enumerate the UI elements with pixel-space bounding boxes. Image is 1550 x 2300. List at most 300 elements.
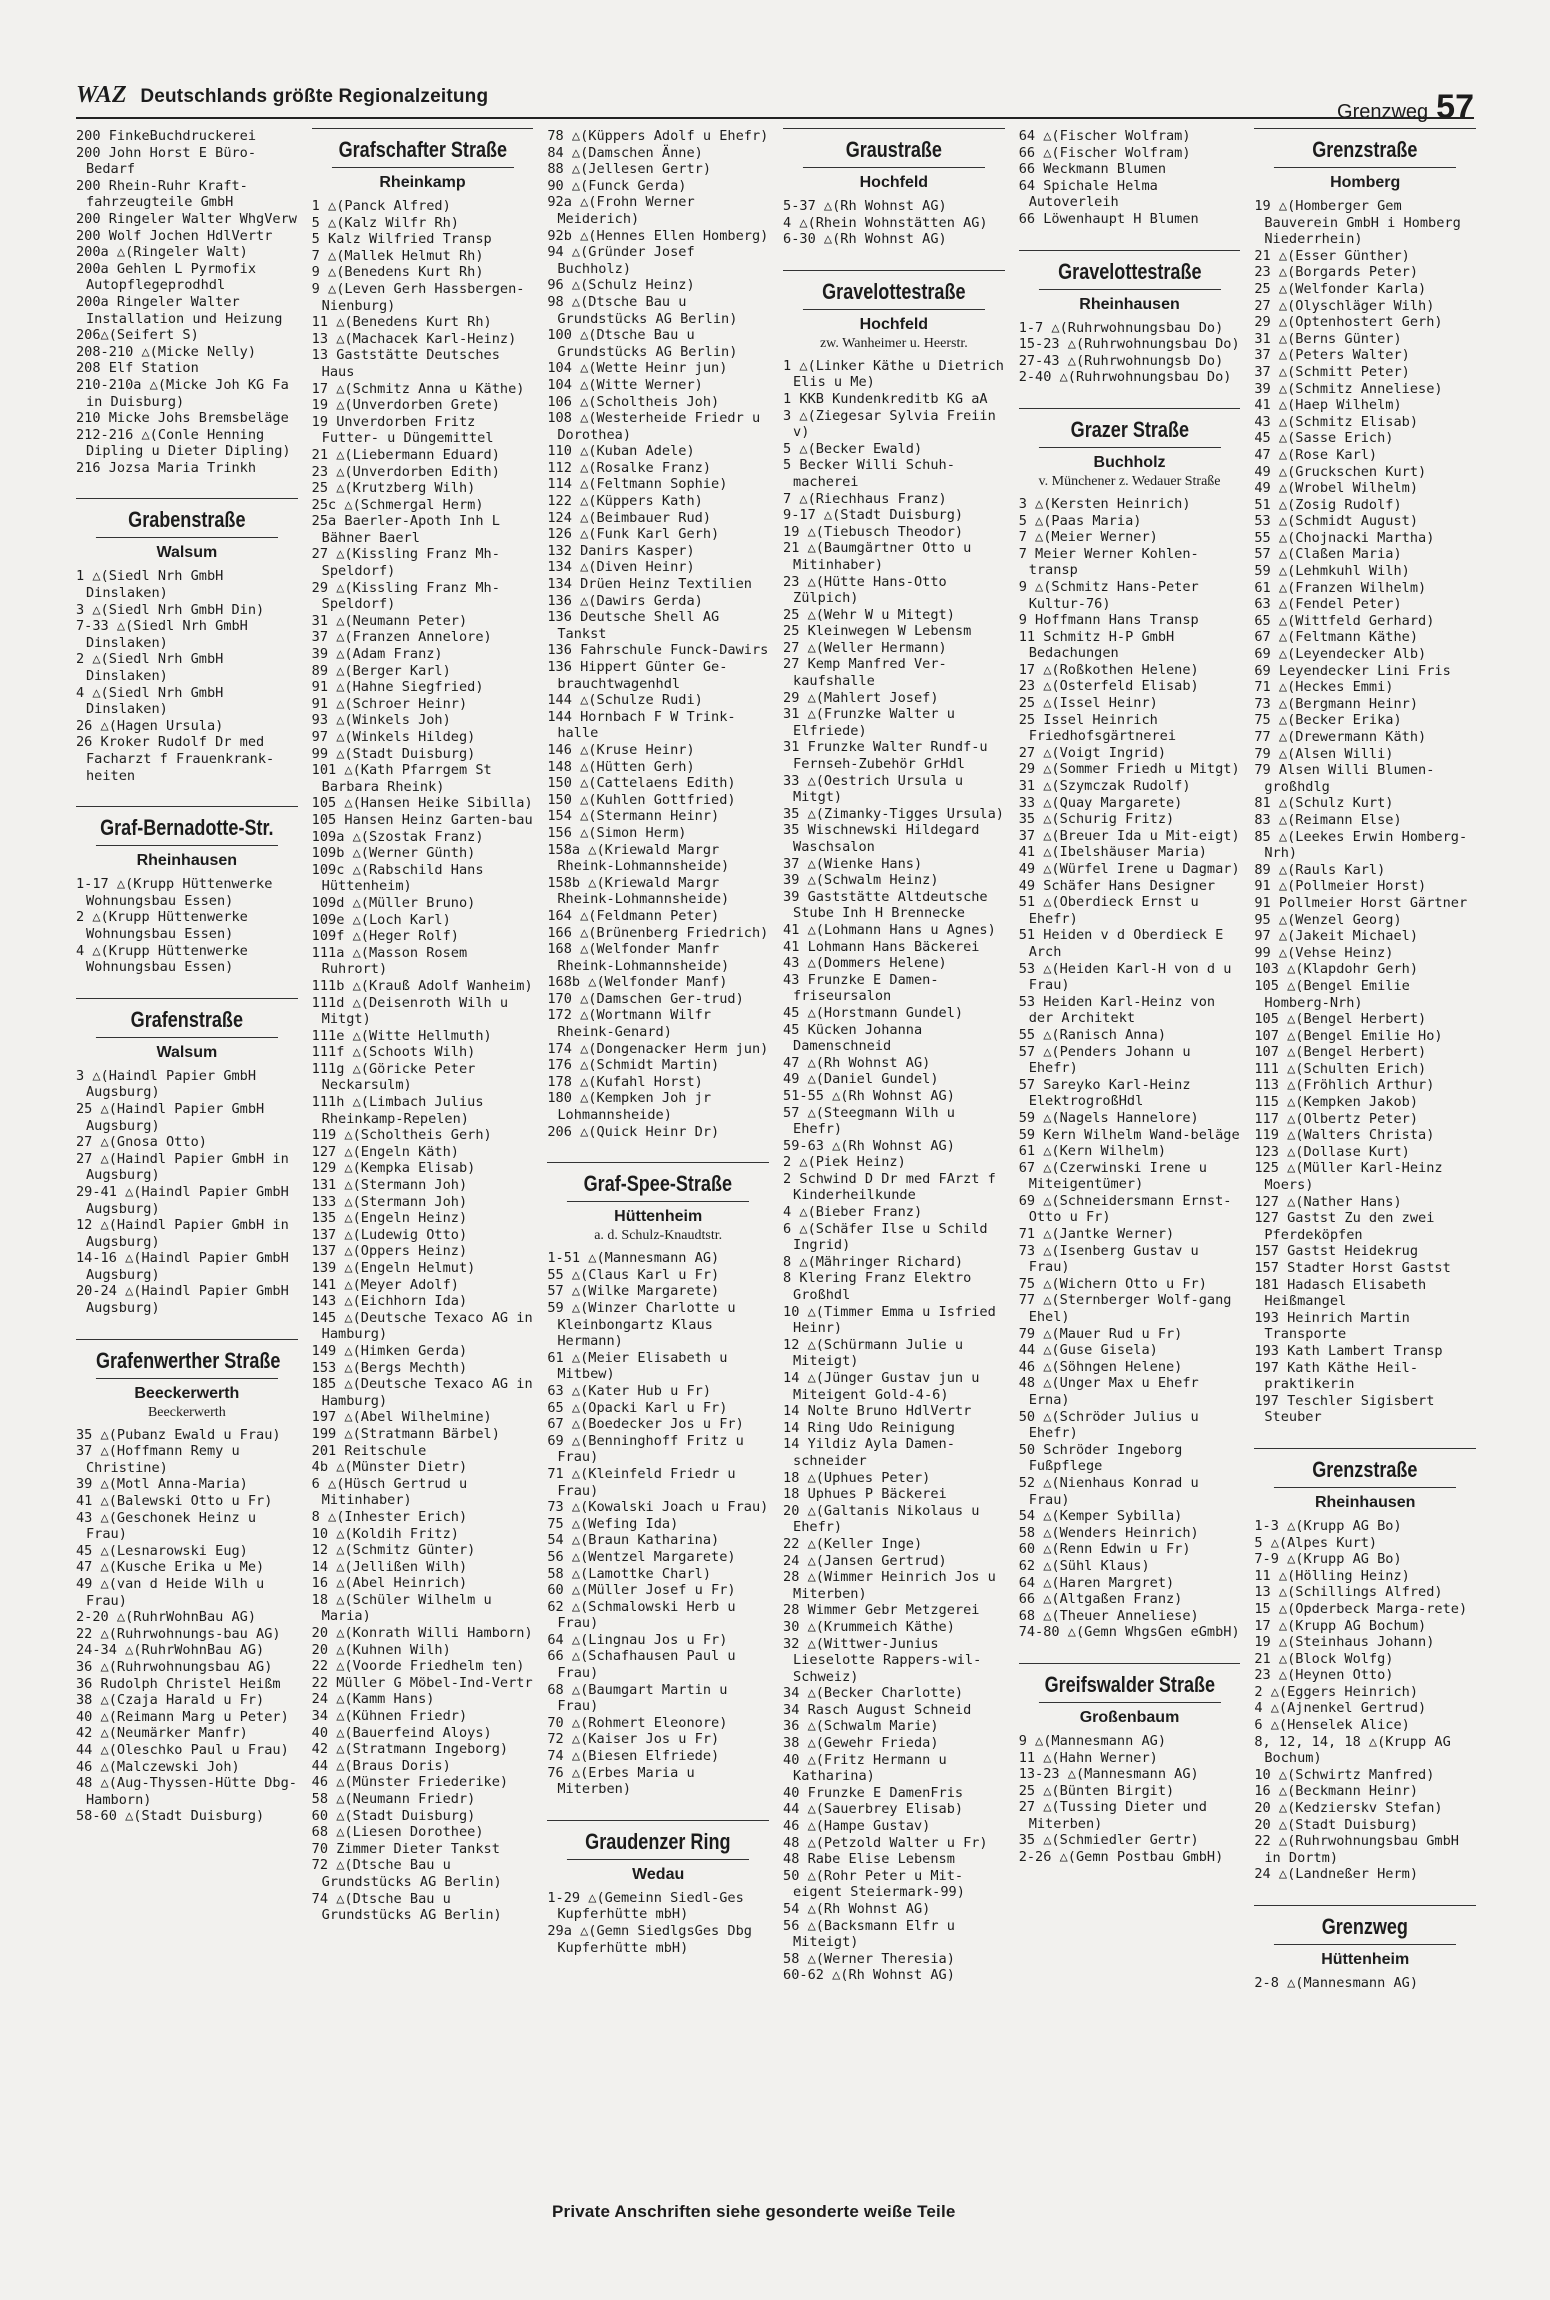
address-entry: 7 Meier Werner Kohlen-transp bbox=[1018, 545, 1199, 579]
address-entry: 206 △(Quick Heinr Dr) bbox=[547, 1123, 720, 1140]
address-entry: 46 △(Hampe Gustav) bbox=[783, 1818, 931, 1835]
directory-columns bbox=[76, 124, 1476, 2219]
address-entry: 57 △(Wilke Margarete) bbox=[547, 1283, 720, 1300]
street-section bbox=[1019, 250, 1241, 386]
entry-list bbox=[76, 876, 298, 976]
address-entry: 30 △(Krummeich Käthe) bbox=[783, 1618, 955, 1635]
address-entry: 110 △(Kuban Adele) bbox=[547, 443, 695, 460]
address-entry: 5 Kalz Wilfried Transp bbox=[311, 231, 492, 248]
address-entry: 71 △(Jantke Werner) bbox=[1018, 1226, 1175, 1243]
page-number: 57 bbox=[1436, 88, 1474, 126]
address-entry: 40 Frunzke E DamenFris bbox=[783, 1784, 964, 1801]
district-name: Hüttenheim bbox=[614, 1208, 703, 1226]
address-entry: 27 △(Gnosa Otto) bbox=[76, 1134, 207, 1151]
address-entry: 18 Uphues P Bäckerei bbox=[783, 1486, 947, 1503]
address-entry: 99 △(Vehse Heinz) bbox=[1254, 944, 1394, 961]
street-section bbox=[547, 1820, 769, 1956]
address-entry: 66 △(Altgaßen Franz) bbox=[1018, 1591, 1183, 1608]
street-section bbox=[1254, 1448, 1476, 1883]
address-entry: 77 △(Sternberger Wolf-gang Ehel) bbox=[1018, 1292, 1232, 1326]
address-entry: 20 △(Konrath Willi Hamborn) bbox=[311, 1625, 533, 1642]
address-entry: 5-37 △(Rh Wohnst AG) bbox=[783, 198, 947, 214]
address-entry: 46 △(Münster Friederike) bbox=[311, 1774, 509, 1791]
address-entry: 66 Löwenhaupt H Blumen bbox=[1018, 210, 1199, 227]
address-entry: 49 Schäfer Hans Designer bbox=[1018, 877, 1216, 894]
address-entry: 18 △(Uphues Peter) bbox=[783, 1469, 931, 1486]
address-entry: 14-16 △(Haindl Papier GmbH Augsburg) bbox=[76, 1250, 289, 1283]
address-entry: 29 △(Kissling Franz Mh-Speldorf) bbox=[311, 579, 500, 613]
address-entry: 134 Drüen Heinz Textilien bbox=[547, 576, 752, 593]
street-section bbox=[76, 128, 298, 476]
address-entry: 193 Kath Lambert Transp bbox=[1254, 1342, 1443, 1359]
address-entry: 13 △(Machacek Karl-Heinz) bbox=[311, 330, 517, 347]
address-entry: 200a Gehlen L Pyrmofix Autopflegeprodhdl bbox=[76, 260, 257, 294]
section-rule bbox=[1019, 1663, 1241, 1664]
address-entry: 2 Schwind D Dr med FArzt f Kinderheilkunde bbox=[783, 1170, 996, 1204]
district-name: Walsum bbox=[156, 544, 218, 562]
entry-list bbox=[783, 358, 1005, 1984]
address-entry: 58-60 △(Stadt Duisburg) bbox=[76, 1808, 265, 1825]
address-entry: 77 △(Drewermann Käth) bbox=[1254, 729, 1427, 745]
district-name: Rheinhausen bbox=[136, 852, 238, 870]
address-entry: 137 △(Ludewig Otto) bbox=[311, 1226, 468, 1243]
address-entry: 27 △(Weller Hermann) bbox=[783, 639, 947, 656]
address-entry: 88 △(Jellesen Gertr) bbox=[547, 161, 712, 178]
address-entry: 36 Rudolph Christel Heißm bbox=[76, 1675, 281, 1692]
address-entry: 53 △(Schmidt August) bbox=[1254, 513, 1419, 530]
address-entry: 5 △(Paas Maria) bbox=[1018, 512, 1142, 529]
address-entry: 122 △(Küppers Kath) bbox=[547, 493, 703, 510]
address-entry: 51 △(Zosig Rudolf) bbox=[1254, 496, 1402, 513]
address-entry: 69 Leyendecker Lini Fris bbox=[1254, 662, 1451, 679]
address-entry: 41 △(Haep Wilhelm) bbox=[1254, 397, 1402, 414]
address-entry: 59 △(Lehmkuhl Wilh) bbox=[1254, 563, 1410, 580]
street-section bbox=[1019, 1663, 1241, 1866]
address-entry: 104 △(Witte Werner) bbox=[547, 376, 703, 393]
address-entry: 206△(Seifert S) bbox=[76, 327, 199, 344]
district-name: Hochfeld bbox=[859, 315, 929, 333]
page-header bbox=[1337, 88, 1474, 127]
address-entry: 201 Reitschule bbox=[311, 1442, 427, 1459]
address-entry: 37 △(Peters Walter) bbox=[1254, 347, 1410, 364]
address-entry: 20-24 △(Haindl Papier GmbH Augsburg) bbox=[76, 1283, 289, 1317]
address-entry: 58 △(Neumann Friedr) bbox=[311, 1791, 476, 1807]
address-entry: 17 △(Krupp AG Bochum) bbox=[1254, 1617, 1427, 1634]
address-entry: 36 △(Ruhrwohnungsbau AG) bbox=[76, 1658, 273, 1675]
address-entry: 27 Kemp Manfred Ver-kaufshalle bbox=[783, 656, 947, 690]
address-entry: 200 FinkeBuchdruckerei bbox=[76, 128, 257, 144]
address-entry: 3 △(Siedl Nrh GmbH Din) bbox=[76, 601, 265, 618]
address-entry: 119 △(Scholtheis Gerh) bbox=[311, 1127, 492, 1144]
address-entry: 89 △(Rauls Karl) bbox=[1254, 861, 1386, 878]
address-entry: 1 △(Siedl Nrh GmbH Dinslaken) bbox=[76, 568, 224, 602]
address-entry: 26 △(Hagen Ursula) bbox=[76, 717, 224, 734]
address-entry: 53 △(Heiden Karl-H von d u Frau) bbox=[1018, 960, 1232, 994]
address-entry: 37 △(Franzen Annelore) bbox=[311, 629, 492, 646]
address-entry: 62 △(Schmalowski Herb u Frau) bbox=[547, 1598, 736, 1632]
address-entry: 25 Issel Heinrich Friedhofsgärtnerei bbox=[1018, 711, 1177, 745]
address-entry: 157 Gastst Heidekrug bbox=[1254, 1243, 1419, 1260]
address-entry: 135 △(Engeln Heinz) bbox=[311, 1210, 468, 1227]
address-entry: 4 △(Bieber Franz) bbox=[783, 1204, 923, 1221]
address-entry: 25 △(Welfonder Karla) bbox=[1254, 280, 1427, 297]
address-entry: 107 △(Bengel Emilie Ho) bbox=[1254, 1027, 1443, 1044]
address-entry: 111a △(Masson Rosem Ruhrort) bbox=[311, 944, 468, 978]
address-entry: 2 △(Piek Heinz) bbox=[783, 1154, 906, 1171]
address-entry: 19 △(Tiebusch Theodor) bbox=[783, 523, 964, 540]
address-entry: 66 △(Fischer Wolfram) bbox=[1018, 144, 1191, 161]
address-entry: 44 △(Braus Doris) bbox=[311, 1757, 451, 1774]
address-entry: 48 △(Petzold Walter u Fr) bbox=[783, 1834, 988, 1851]
street-section bbox=[1019, 128, 1241, 228]
address-entry: 58 △(Wenders Heinrich) bbox=[1018, 1524, 1199, 1541]
address-entry: 111h △(Limbach Julius Rheinkamp-Repelen) bbox=[311, 1094, 484, 1127]
district-name: Hüttenheim bbox=[1321, 1951, 1410, 1968]
address-entry: 9-17 △(Stadt Duisburg) bbox=[783, 507, 964, 524]
entry-list bbox=[1254, 1518, 1476, 1883]
street-name: Gravelottestraße bbox=[1039, 259, 1221, 290]
address-entry: 4b △(Münster Dietr) bbox=[311, 1459, 468, 1476]
address-entry: 17 △(Roßkothen Helene) bbox=[1018, 661, 1199, 678]
address-entry: 70 △(Rohmert Eleonore) bbox=[547, 1714, 728, 1731]
address-entry: 146 △(Kruse Heinr) bbox=[547, 741, 695, 758]
address-entry: 91 △(Schroer Heinr) bbox=[311, 695, 468, 712]
address-entry: 40 △(Bauerfeind Aloys) bbox=[311, 1724, 492, 1741]
address-entry: 106 △(Scholtheis Joh) bbox=[547, 393, 720, 410]
address-entry: 45 △(Lesnarowski Eug) bbox=[76, 1542, 248, 1559]
address-entry: 9 △(Schmitz Hans-Peter Kultur-76) bbox=[1018, 578, 1199, 612]
address-entry: 47 △(Rh Wohnst AG) bbox=[783, 1054, 931, 1071]
address-entry: 45 △(Horstmann Gundel) bbox=[783, 1004, 964, 1021]
address-entry: 37 △(Breuer Ida u Mit-eigt) bbox=[1018, 827, 1240, 844]
address-entry: 74 △(Dtsche Bau u Grundstücks AG Berlin) bbox=[311, 1890, 502, 1924]
address-entry: 75 △(Wichern Otto u Fr) bbox=[1018, 1275, 1207, 1292]
address-entry: 79 △(Alsen Willi) bbox=[1254, 745, 1394, 762]
street-section bbox=[1254, 1905, 1476, 1992]
section-rule bbox=[1019, 408, 1241, 409]
address-entry: 1 KKB Kundenkreditb KG aA bbox=[783, 390, 988, 407]
address-entry: 52 △(Nienhaus Konrad u Frau) bbox=[1018, 1474, 1199, 1508]
address-entry: 1-7 △(Ruhrwohnungsbau Do) bbox=[1018, 319, 1224, 336]
address-entry: 65 △(Opacki Karl u Fr) bbox=[547, 1399, 728, 1416]
address-entry: 6-30 △(Rh Wohnst AG) bbox=[783, 231, 947, 248]
address-entry: 8 Klering Franz Elektro Großhdl bbox=[783, 1270, 972, 1304]
address-entry: 39 △(Schmitz Anneliese) bbox=[1254, 380, 1443, 397]
address-entry: 76 △(Erbes Maria u Miterben) bbox=[547, 1764, 695, 1798]
address-entry: 12 △(Schmitz Günter) bbox=[311, 1542, 476, 1559]
address-entry: 109b △(Werner Günth) bbox=[311, 845, 476, 862]
address-entry: 58 △(Lamottke Charl) bbox=[547, 1565, 712, 1582]
address-entry: 166 △(Brünenberg Friedrich) bbox=[547, 924, 769, 941]
address-entry: 55 △(Chojnacki Martha) bbox=[1254, 529, 1435, 546]
address-entry: 97 △(Winkels Hildeg) bbox=[311, 729, 476, 745]
address-entry: 95 △(Wenzel Georg) bbox=[1254, 911, 1402, 928]
address-entry: 24 △(Landneßer Herm) bbox=[1254, 1866, 1419, 1883]
address-entry: 41 △(Ibelshäuser Maria) bbox=[1018, 844, 1207, 861]
address-entry: 143 △(Eichhorn Ida) bbox=[311, 1293, 468, 1310]
address-entry: 96 △(Schulz Heinz) bbox=[547, 277, 695, 294]
street-name: Gravelottestraße bbox=[803, 279, 985, 310]
section-rule bbox=[783, 270, 1005, 271]
address-entry: 197 Teschler Sigisbert Steuber bbox=[1254, 1392, 1435, 1426]
address-entry: 3 △(Kersten Heinrich) bbox=[1018, 495, 1191, 512]
address-entry: 172 △(Wortmann Wilfr Rheink-Genard) bbox=[547, 1007, 712, 1041]
address-entry: 70 Zimmer Dieter Tankst bbox=[311, 1840, 500, 1857]
address-entry: 144 Hornbach F W Trink-halle bbox=[547, 708, 736, 742]
address-entry: 27 △(Voigt Ingrid) bbox=[1018, 744, 1167, 761]
address-entry: 48 △(Unger Max u Ehefr Erna) bbox=[1018, 1375, 1199, 1408]
address-entry: 49 △(van d Heide Wilh u Frau) bbox=[76, 1576, 265, 1609]
address-entry: 64 Spichale Helma Autoverleih bbox=[1018, 177, 1158, 211]
address-entry: 153 △(Bergs Mechth) bbox=[311, 1359, 468, 1376]
section-rule bbox=[1254, 1905, 1476, 1906]
address-entry: 71 △(Kleinfeld Friedr u Frau) bbox=[547, 1465, 736, 1499]
address-entry: 91 △(Hahne Siegfried) bbox=[311, 679, 484, 696]
address-entry: 14 Yildiz Ayla Damen-schneider bbox=[783, 1436, 955, 1469]
address-entry: 134 △(Diven Heinr) bbox=[547, 559, 695, 576]
address-entry: 10 △(Koldih Fritz) bbox=[311, 1525, 459, 1542]
address-entry: 7-9 △(Krupp AG Bo) bbox=[1254, 1551, 1402, 1568]
address-entry: 16 △(Abel Heinrich) bbox=[311, 1575, 468, 1592]
address-entry: 170 △(Damschen Ger-trud) bbox=[547, 990, 744, 1007]
address-entry: 11 △(Benedens Kurt Rh) bbox=[311, 314, 492, 331]
address-entry: 180 △(Kempken Joh jr Lohmannsheide) bbox=[547, 1090, 712, 1124]
entry-list bbox=[1254, 198, 1476, 1426]
street-name: Grafschafter Straße bbox=[332, 137, 514, 168]
street-name: Graf-Bernadotte-Str. bbox=[96, 815, 278, 846]
address-entry: 19 △(Steinhaus Johann) bbox=[1254, 1634, 1435, 1651]
section-rule bbox=[547, 1162, 769, 1163]
address-entry: 89 △(Berger Karl) bbox=[311, 662, 451, 679]
address-entry: 39 △(Adam Franz) bbox=[311, 646, 443, 663]
address-entry: 45 △(Sasse Erich) bbox=[1254, 430, 1394, 447]
address-entry: 34 △(Becker Charlotte) bbox=[783, 1685, 964, 1702]
address-entry: 38 △(Czaja Harald u Fr) bbox=[76, 1692, 265, 1709]
address-entry: 117 △(Olbertz Peter) bbox=[1254, 1110, 1419, 1127]
address-entry: 57 △(Claßen Maria) bbox=[1254, 546, 1402, 563]
address-entry: 9 Hoffmann Hans Transp bbox=[1018, 612, 1199, 629]
address-entry: 24-34 △(RuhrWohnBau AG) bbox=[76, 1642, 265, 1659]
entry-list bbox=[547, 1890, 769, 1956]
directory-column bbox=[76, 124, 298, 2219]
address-entry: 2-26 △(Gemn Postbau GmbH) bbox=[1018, 1849, 1224, 1866]
address-entry: 111 △(Schulten Erich) bbox=[1254, 1060, 1427, 1077]
address-entry: 14 △(Jünger Gustav jun u Miteigent Gold-4-6) bbox=[783, 1370, 980, 1403]
address-entry: 4 △(Ajnenkel Gertrud) bbox=[1254, 1700, 1427, 1717]
address-entry: 19 △(Unverdorben Grete) bbox=[311, 397, 500, 414]
address-entry: 23 △(Osterfeld Elisab) bbox=[1018, 678, 1199, 695]
address-entry: 97 △(Jakeit Michael) bbox=[1254, 928, 1419, 945]
address-entry: 43 △(Schmitz Elisab) bbox=[1254, 413, 1419, 430]
address-entry: 48 Rabe Elise Lebensm bbox=[783, 1851, 955, 1868]
address-entry: 15-23 △(Ruhrwohnungsbau Do) bbox=[1018, 336, 1240, 353]
address-entry: 64 △(Haren Margret) bbox=[1018, 1574, 1175, 1591]
address-entry: 73 △(Bergmann Heinr) bbox=[1254, 695, 1419, 712]
street-name: Graf-Spee-Straße bbox=[567, 1171, 749, 1202]
address-entry: 136 Fahrschule Funck-Dawirs bbox=[547, 642, 769, 659]
address-entry: 60 △(Stadt Duisburg) bbox=[311, 1807, 476, 1824]
district-name: Buchholz bbox=[1093, 453, 1166, 471]
address-entry: 20 △(Kedzierskv Stefan) bbox=[1254, 1800, 1443, 1817]
address-entry: 39 Gaststätte Altdeutsche Stube Inh H Brennecke bbox=[783, 888, 988, 922]
address-entry: 8 △(Inhester Erich) bbox=[311, 1508, 468, 1525]
address-entry: 59 △(Winzer Charlotte u Kleinbongartz Klaus Hermann) bbox=[547, 1300, 736, 1350]
address-entry: 111d △(Deisenroth Wilh u Mitgt) bbox=[311, 994, 509, 1028]
address-entry: 35 △(Zimanky-Tigges Ursula) bbox=[783, 805, 1004, 822]
address-entry: 2 △(Krupp Hüttenwerke Wohnungsbau Essen) bbox=[76, 909, 248, 942]
address-entry: 25 Kleinwegen W Lebensm bbox=[783, 623, 972, 640]
address-entry: 19 Unverdorben Fritz Futter- u Düngemittel bbox=[311, 413, 494, 447]
address-entry: 109a △(Szostak Franz) bbox=[311, 828, 484, 845]
address-entry: 43 Frunzke E Damen-friseursalon bbox=[783, 971, 939, 1005]
address-entry: 29 △(Sommer Friedh u Mitgt) bbox=[1018, 761, 1240, 778]
address-entry: 45 Kücken Johanna Damenschneid bbox=[783, 1021, 923, 1055]
address-entry: 114 △(Feltmann Sophie) bbox=[547, 476, 728, 493]
address-entry: 1-51 △(Mannesmann AG) bbox=[547, 1250, 720, 1267]
address-entry: 8 △(Mähringer Richard) bbox=[783, 1253, 964, 1270]
address-entry: 12 △(Haindl Papier GmbH in Augsburg) bbox=[76, 1217, 289, 1250]
address-entry: 5 △(Kalz Wilfr Rh) bbox=[311, 214, 459, 231]
address-entry: 27 △(Olyschläger Wilh) bbox=[1254, 297, 1435, 314]
address-entry: 158a △(Kriewald Margr Rheink-Lohmannsheide) bbox=[547, 841, 730, 875]
address-entry: 39 △(Schwalm Heinz) bbox=[783, 872, 939, 889]
address-entry: 56 △(Wentzel Margarete) bbox=[547, 1548, 736, 1565]
address-entry: 7 △(Riechhaus Franz) bbox=[783, 490, 947, 507]
address-entry: 72 △(Kaiser Jos u Fr) bbox=[547, 1731, 720, 1748]
address-entry: 136 △(Dawirs Gerda) bbox=[547, 592, 703, 609]
street-name: Grenzstraße bbox=[1274, 1457, 1456, 1488]
address-entry: 210 Micke Johs Bremsbeläge bbox=[76, 410, 289, 427]
district-name: Beeckerwerth bbox=[134, 1384, 240, 1402]
address-entry: 15 △(Opderbeck Marga-rete) bbox=[1254, 1600, 1468, 1617]
address-entry: 5 △(Becker Ewald) bbox=[783, 440, 923, 457]
street-section bbox=[547, 1162, 769, 1798]
address-entry: 68 △(Theuer Anneliese) bbox=[1018, 1607, 1199, 1624]
address-entry: 158b △(Kriewald Margr Rheink-Lohmannsheide) bbox=[547, 874, 730, 908]
address-entry: 111g △(Göricke Peter Neckarsulm) bbox=[311, 1060, 476, 1094]
address-entry: 11 Schmitz H-P GmbH Bedachungen bbox=[1018, 628, 1175, 662]
directory-column bbox=[547, 124, 769, 2219]
address-entry: 11 △(Hölling Heinz) bbox=[1254, 1567, 1410, 1584]
address-entry: 55 △(Claus Karl u Fr) bbox=[547, 1266, 720, 1283]
address-entry: 1-3 △(Krupp AG Bo) bbox=[1254, 1517, 1402, 1534]
address-entry: 25 △(Bünten Birgit) bbox=[1018, 1782, 1175, 1799]
address-entry: 57 Sareyko Karl-Heinz ElektrogroßHdl bbox=[1018, 1076, 1191, 1110]
address-entry: 2-20 △(RuhrWohnBau AG) bbox=[76, 1609, 257, 1626]
address-entry: 200 Ringeler Walter WhgVerw bbox=[76, 210, 297, 227]
street-section bbox=[76, 998, 298, 1317]
address-entry: 33 △(Quay Margarete) bbox=[1018, 794, 1183, 811]
address-entry: 127 △(Engeln Käth) bbox=[311, 1143, 459, 1160]
district-name: Hochfeld bbox=[859, 174, 929, 191]
address-entry: 1 △(Panck Alfred) bbox=[311, 198, 451, 214]
address-entry: 10 △(Timmer Emma u Isfried Heinr) bbox=[783, 1303, 996, 1337]
street-name: Grazer Straße bbox=[1039, 417, 1221, 448]
district-name: Rheinhausen bbox=[1079, 295, 1180, 313]
address-entry: 20 △(Galtanis Nikolaus u Ehefr) bbox=[783, 1502, 980, 1536]
address-entry: 23 △(Heynen Otto) bbox=[1254, 1667, 1394, 1684]
street-name: Grafenstraße bbox=[96, 1007, 278, 1038]
address-entry: 67 △(Czerwinski Irene u Miteigentümer) bbox=[1018, 1159, 1207, 1193]
district-name: Wedau bbox=[632, 1865, 685, 1883]
directory-column bbox=[312, 124, 534, 2219]
directory-column bbox=[1019, 124, 1241, 2219]
address-entry: 23 △(Unverdorben Edith) bbox=[311, 463, 500, 480]
address-entry: 109f △(Heger Rolf) bbox=[311, 928, 459, 945]
address-entry: 4 △(Krupp Hüttenwerke Wohnungsbau Essen) bbox=[76, 942, 248, 976]
address-entry: 36 △(Schwalm Marie) bbox=[783, 1718, 939, 1735]
address-entry: 83 △(Reimann Else) bbox=[1254, 811, 1402, 828]
address-entry: 22 △(Ruhrwohnungsbau GmbH in Dortm) bbox=[1254, 1833, 1459, 1866]
address-entry: 103 △(Klapdohr Gerh) bbox=[1254, 961, 1419, 978]
address-entry: 49 △(Gruckschen Kurt) bbox=[1254, 463, 1427, 480]
address-entry: 141 △(Meyer Adolf) bbox=[311, 1276, 459, 1293]
address-entry: 127 Gastst Zu den zwei Pferdeköpfen bbox=[1254, 1210, 1435, 1243]
header-rule bbox=[76, 117, 1474, 119]
address-entry: 56 △(Backsmann Elfr u Miteigt) bbox=[783, 1917, 955, 1951]
address-entry: 208 Elf Station bbox=[76, 360, 199, 377]
address-entry: 174 △(Dongenacker Herm jun) bbox=[547, 1040, 769, 1057]
address-entry: 47 △(Kusche Erika u Me) bbox=[76, 1559, 265, 1576]
address-entry: 46 △(Söhngen Helene) bbox=[1018, 1358, 1183, 1375]
address-entry: 53 Heiden Karl-Heinz von der Architekt bbox=[1018, 993, 1216, 1027]
district-name: Walsum bbox=[156, 1043, 218, 1061]
street-section bbox=[312, 128, 534, 1924]
masthead bbox=[76, 82, 488, 109]
address-entry: 17 △(Schmitz Anna u Käthe) bbox=[311, 380, 525, 397]
address-entry: 5 Becker Willi Schuh-macherei bbox=[783, 457, 955, 490]
section-rule bbox=[1254, 1448, 1476, 1449]
address-entry: 4 △(Rhein Wohnstätten AG) bbox=[783, 214, 988, 231]
address-entry: 51-55 △(Rh Wohnst AG) bbox=[783, 1087, 955, 1104]
address-entry: 1-29 △(Gemeinn Siedl-Ges Kupferhütte mbH) bbox=[547, 1889, 744, 1923]
address-entry: 68 △(Baumgart Martin u Frau) bbox=[547, 1681, 728, 1715]
address-entry: 60 △(Renn Edwin u Fr) bbox=[1018, 1541, 1191, 1558]
address-entry: 54 △(Kemper Sybilla) bbox=[1018, 1508, 1183, 1525]
address-entry: 65 △(Wittfeld Gerhard) bbox=[1254, 612, 1435, 629]
address-entry: 57 △(Steegmann Wilh u Ehefr) bbox=[783, 1104, 955, 1138]
address-entry: 212-216 △(Conle Henning Dipling u Dieter Dipling) bbox=[76, 426, 291, 460]
entry-list bbox=[76, 1068, 298, 1317]
address-entry: 58 △(Werner Theresia) bbox=[783, 1950, 955, 1967]
address-entry: 164 △(Feldmann Peter) bbox=[547, 907, 720, 924]
address-entry: 7-33 △(Siedl Nrh GmbH Dinslaken) bbox=[76, 618, 248, 651]
section-rule bbox=[547, 1820, 769, 1821]
address-entry: 64 △(Lingnau Jos u Fr) bbox=[547, 1631, 728, 1648]
address-entry: 37 △(Wienke Hans) bbox=[783, 855, 923, 872]
address-entry: 14 Nolte Bruno HdlVertr bbox=[783, 1403, 972, 1420]
address-entry: 48 △(Aug-Thyssen-Hütte Dbg-Hamborn) bbox=[76, 1775, 297, 1808]
address-entry: 136 Hippert Günter Ge-brauchtwagenhdl bbox=[547, 659, 728, 692]
address-entry: 13 Gaststätte Deutsches Haus bbox=[311, 347, 500, 380]
address-entry: 34 △(Kühnen Friedr) bbox=[311, 1708, 468, 1725]
street-section bbox=[76, 1339, 298, 1825]
address-entry: 46 △(Malczewski Joh) bbox=[76, 1758, 240, 1775]
section-rule bbox=[76, 1339, 298, 1340]
address-entry: 156 △(Simon Herm) bbox=[547, 824, 687, 841]
address-entry: 125 △(Müller Karl-Heinz Moers) bbox=[1254, 1160, 1443, 1194]
address-entry: 27-43 △(Ruhrwohnungsb Do) bbox=[1018, 352, 1224, 369]
section-rule bbox=[76, 498, 298, 499]
address-entry: 23 △(Borgards Peter) bbox=[1254, 264, 1419, 281]
address-entry: 74 △(Biesen Elfriede) bbox=[547, 1748, 720, 1765]
address-entry: 21 △(Baumgärtner Otto u Mitinhaber) bbox=[783, 540, 972, 573]
address-entry: 57 △(Penders Johann u Ehefr) bbox=[1018, 1043, 1191, 1077]
address-entry: 132 Danirs Kasper) bbox=[547, 542, 695, 559]
address-entry: 144 △(Schulze Rudi) bbox=[547, 692, 703, 709]
address-entry: 199 △(Stratmann Bärbel) bbox=[311, 1425, 500, 1442]
address-entry: 73 △(Isenberg Gustav u Frau) bbox=[1018, 1242, 1199, 1276]
